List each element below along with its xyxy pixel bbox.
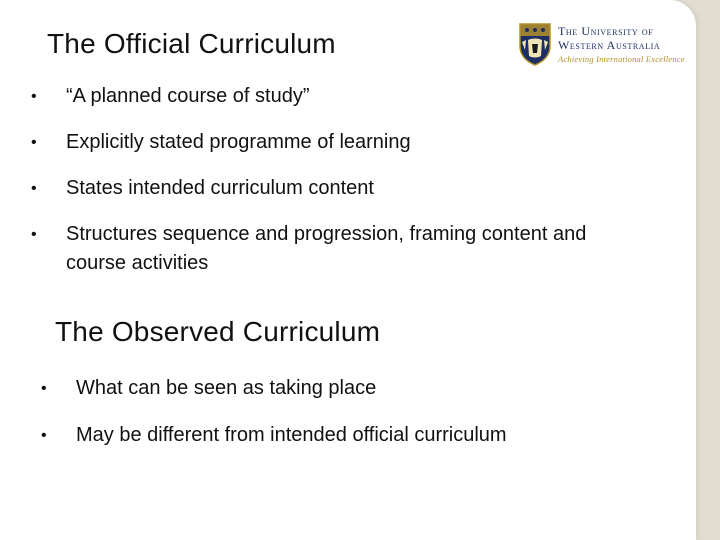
list-item-text: Structures sequence and progression, framing content and course activities — [66, 223, 587, 274]
bullet-icon: • — [41, 380, 47, 397]
official-curriculum-list — [31, 82, 591, 295]
list-item-text: States intended curriculum content — [66, 177, 374, 199]
section-title: The Observed Curriculum — [55, 316, 381, 347]
university-logo — [518, 22, 685, 70]
list-item-text: What can be seen as taking place — [76, 377, 377, 399]
list-item — [31, 82, 591, 111]
bullet-icon: • — [41, 427, 47, 444]
list-item — [31, 128, 591, 157]
university-crest-icon — [518, 22, 552, 66]
bullet-icon: • — [31, 88, 37, 105]
observed-curriculum-list — [41, 374, 641, 468]
bullet-icon: • — [31, 134, 37, 151]
list-item — [31, 220, 591, 278]
logo-name-line2: Western Australia — [558, 38, 661, 52]
list-item-text: Explicitly stated programme of learning — [66, 131, 411, 153]
list-item — [41, 421, 641, 450]
slide-title: The Official Curriculum — [47, 28, 336, 59]
list-item-text: “A planned course of study” — [66, 85, 310, 107]
bullet-icon: • — [31, 226, 37, 243]
logo-name-line1: The University of — [558, 24, 654, 38]
list-item — [31, 174, 591, 203]
list-item — [41, 374, 641, 403]
logo-tagline: Achieving International Excellence — [558, 54, 685, 64]
bullet-icon: • — [31, 180, 37, 197]
list-item-text: May be different from intended official curriculum — [76, 424, 507, 446]
